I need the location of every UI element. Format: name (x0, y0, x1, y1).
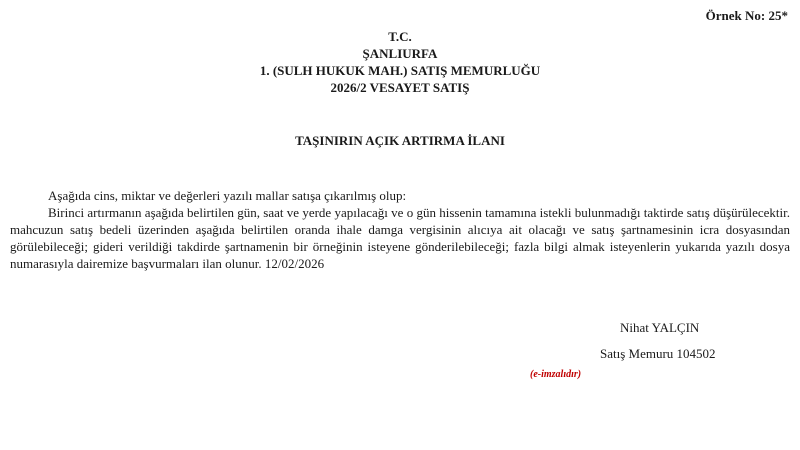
header-office: 1. (SULH HUKUK MAH.) SATIŞ MEMURLUĞU (259, 63, 541, 78)
document-body (10, 187, 790, 272)
document-header (0, 28, 800, 96)
body-paragraph-1: Aşağıda cins, miktar ve değerleri yazılı mallar satışa çıkarılmış olup: (48, 188, 407, 203)
signatory-role: Satış Memuru 104502 (600, 346, 716, 361)
document-title: TAŞINIRIN AÇIK ARTIRMA İLANI (295, 133, 505, 148)
header-city: ŞANLIURFA (362, 46, 438, 61)
body-paragraph-2: Birinci artırmanın aşağıda belirtilen gün, saat ve yerde yapılacağı ve o gün hissenin tamamına istekli bulunmadığı taktirde satış düşürülecektir. mahcuzun satış bedeli üzerinden aşağıda belirtilen oranda ihale damga vergisinin alıcıya ait olacağı ve satış şartnamesinin icra dosyasından görülebileceği; gideri verildiği takdirde şartnamenin bir örneğinin isteyene gönderilebileceği; fazla bilgi almak isteyenlerin yukarıda yazılı dosya numarasıyla dairemize başvurmaları ilan olunur. 12/02/2026 (10, 205, 790, 271)
ornek-number: Örnek No: 25* (705, 8, 788, 23)
header-tc: T.C. (388, 29, 412, 44)
header-file-number: 2026/2 VESAYET SATIŞ (330, 80, 470, 95)
signatory-name: Nihat YALÇIN (620, 320, 700, 335)
e-signature-note: (e-imzalıdır) (530, 369, 582, 380)
